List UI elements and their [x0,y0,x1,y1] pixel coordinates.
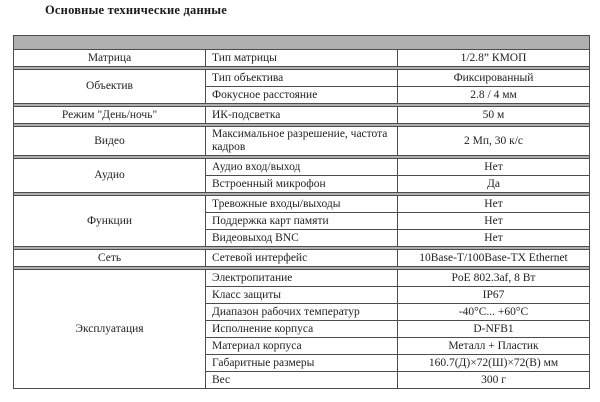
spec-table [13,35,590,389]
parameter-cell: Фокусное расстояние [206,87,398,104]
parameter-cell: Максимальное разрешение, частота кадров [206,127,398,156]
parameter-cell: Тревожные входы/выходы [206,196,398,213]
table-row [14,107,590,124]
value-cell: 2 Мп, 30 к/с [398,127,590,156]
category-cell: Сеть [14,250,206,267]
value-cell: Металл + Пластик [398,338,590,355]
parameter-cell: Видеовыход BNC [206,230,398,247]
value-cell: -40°C... +60°C [398,304,590,321]
value-cell: 1/2.8” КМОП [398,50,590,67]
parameter-cell: Тип объектива [206,70,398,87]
value-cell: IP67 [398,287,590,304]
category-cell: Видео [14,127,206,156]
parameter-cell: Диапазон рабочих температур [206,304,398,321]
value-cell: 2.8 / 4 мм [398,87,590,104]
table-row [14,196,590,213]
value-cell: Фиксированный [398,70,590,87]
category-cell: Аудио [14,159,206,193]
table-row [14,50,590,67]
parameter-cell: Сетевой интерфейс [206,250,398,267]
value-cell: Да [398,176,590,193]
value-cell: D-NFB1 [398,321,590,338]
table-row [14,159,590,176]
category-cell: Эксплуатация [14,270,206,389]
value-cell: PoE 802.3af, 8 Вт [398,270,590,287]
value-cell: Нет [398,213,590,230]
page-title: Основные технические данные [45,3,227,17]
table-header-bar-cell [14,36,590,50]
table-header-bar [14,36,590,50]
parameter-cell: Тип матрицы [206,50,398,67]
parameter-cell: Встроенный микрофон [206,176,398,193]
parameter-cell: Вес [206,372,398,389]
table-row [14,250,590,267]
parameter-cell: Поддержка карт памяти [206,213,398,230]
parameter-cell: ИК-подсветка [206,107,398,124]
category-cell: Режим "День/ночь" [14,107,206,124]
parameter-cell: Габаритные размеры [206,355,398,372]
value-cell: Нет [398,159,590,176]
table-row [14,127,590,156]
value-cell: 160.7(Д)×72(Ш)×72(В) мм [398,355,590,372]
table-row [14,270,590,287]
parameter-cell: Материал корпуса [206,338,398,355]
parameter-cell: Электропитание [206,270,398,287]
value-cell: 300 г [398,372,590,389]
table-row [14,70,590,87]
value-cell: Нет [398,196,590,213]
parameter-cell: Аудио вход/выход [206,159,398,176]
category-cell: Объектив [14,70,206,104]
parameter-cell: Класс защиты [206,287,398,304]
value-cell: 10Base-T/100Base-TX Ethernet [398,250,590,267]
value-cell: Нет [398,230,590,247]
category-cell: Функции [14,196,206,247]
spec-table-body [14,36,590,389]
category-cell: Матрица [14,50,206,67]
parameter-cell: Исполнение корпуса [206,321,398,338]
value-cell: 50 м [398,107,590,124]
